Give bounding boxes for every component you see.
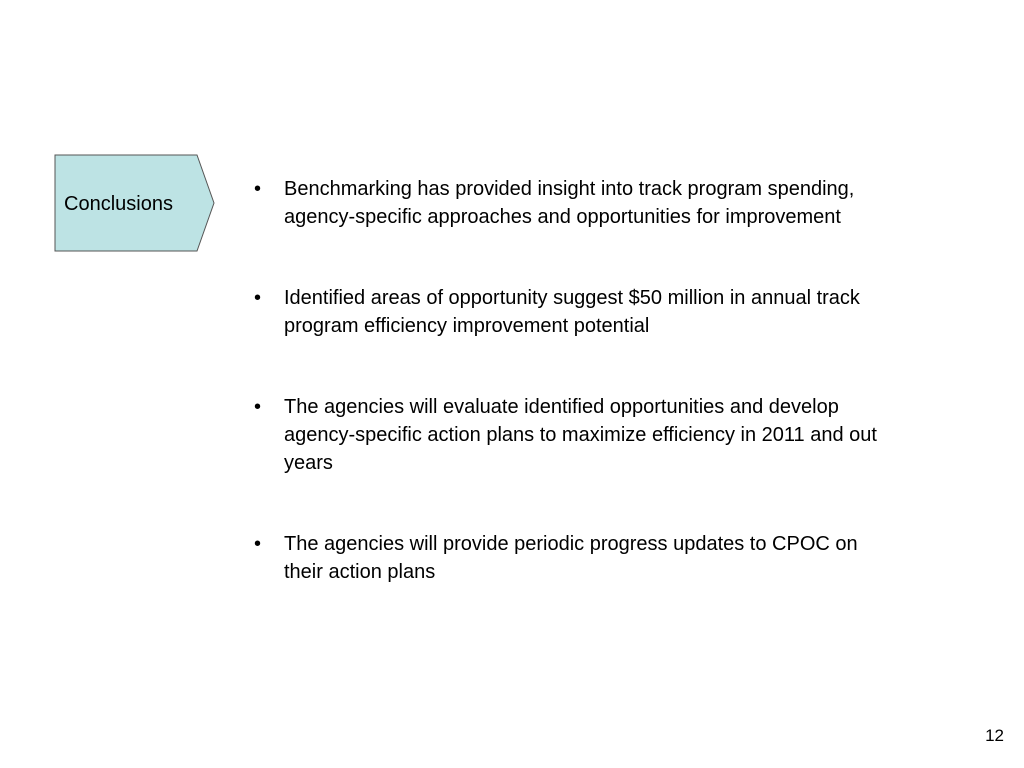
bullet-marker: • [254,396,262,418]
bullet-line: their action plans [284,561,436,583]
bullet-line: years [284,452,333,474]
bullet-item [254,530,984,586]
bullet-line: agency-specific approaches and opportunities for improvement [284,206,841,228]
bullet-item [254,175,984,231]
bullet-line: agency-specific action plans to maximize efficiency in 2011 and out [284,424,877,446]
bullet-item [254,284,984,340]
conclusions-section-tag [54,154,216,252]
bullet-line: program efficiency improvement potential [284,315,650,337]
conclusions-bullet-list [254,175,984,586]
bullet-line: The agencies will provide periodic progress updates to CPOC on [284,533,858,555]
bullet-line: The agencies will evaluate identified opportunities and develop [284,396,839,418]
bullet-item [254,393,984,477]
bullet-line: Benchmarking has provided insight into track program spending, [284,178,855,200]
bullet-line: Identified areas of opportunity suggest $50 million in annual track [284,287,860,309]
page-number: 12 [985,726,1004,745]
bullet-marker: • [254,287,262,309]
bullet-marker: • [254,533,262,555]
section-tag-label: Conclusions [64,193,173,215]
bullet-marker: • [254,178,262,200]
